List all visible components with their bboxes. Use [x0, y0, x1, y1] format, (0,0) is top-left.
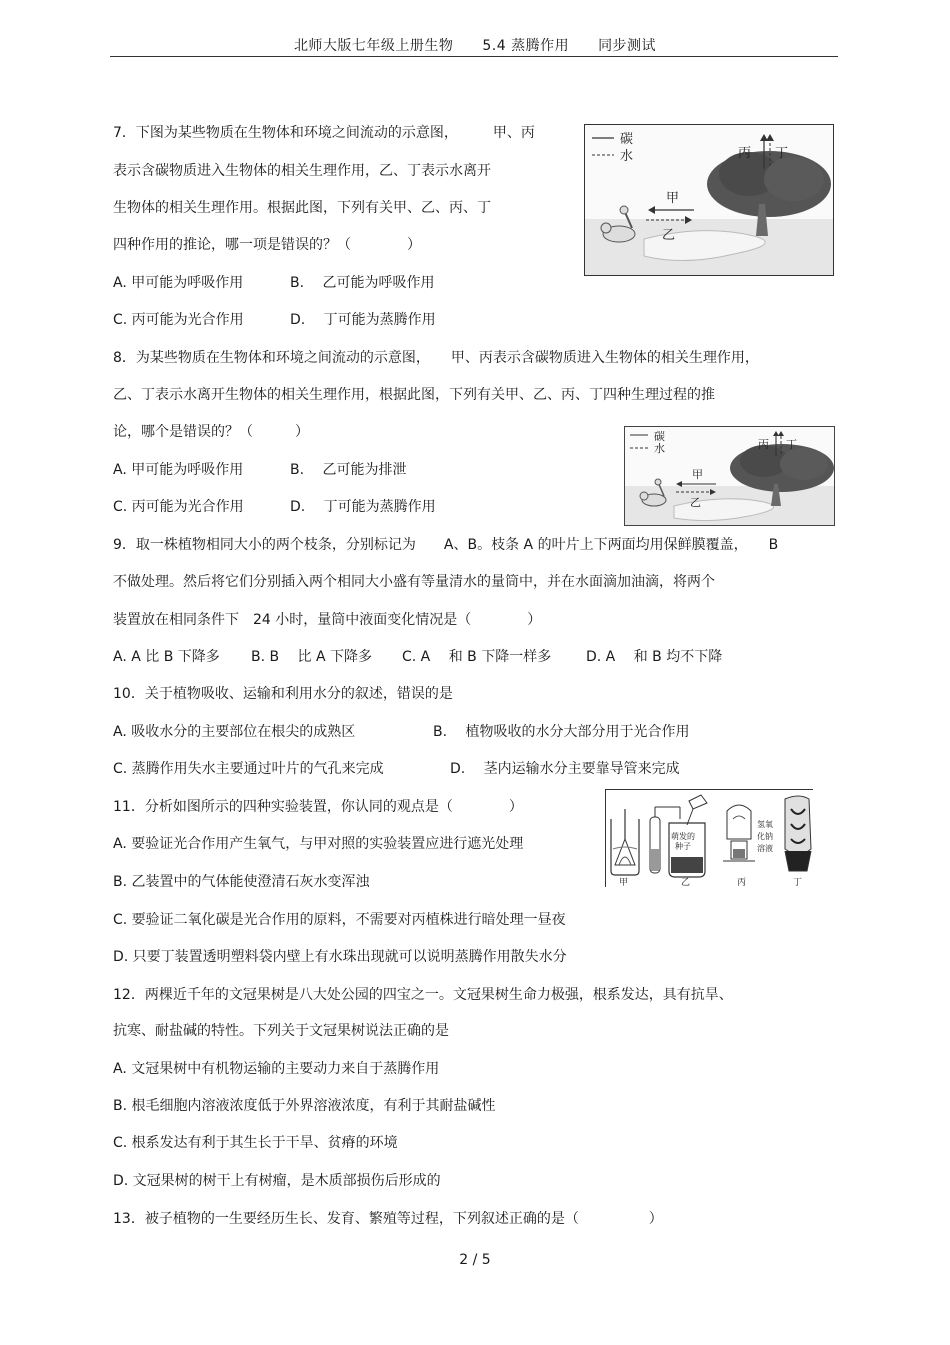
fig1-label-bing: 丙: [738, 146, 752, 161]
q9-line-3: 装置放在相同条件下 24 小时，量筒中液面变化情况是（ ）: [113, 612, 542, 628]
q7-option-a: A. 甲可能为呼吸作用: [113, 275, 244, 291]
fig2-legend-water: 水: [654, 442, 665, 455]
q10-line-1: 10．关于植物吸收、运输和利用水分的叙述，错误的是: [113, 686, 453, 702]
fig2-label-ding: 丁: [786, 438, 797, 451]
header-suffix: 同步测试: [598, 38, 657, 54]
carbon-water-cycle-figure-small: [624, 426, 835, 526]
q8-line-2: 乙、丁表示水离开生物体的相关生理作用，根据此图，下列有关甲、乙、丙、丁四种生理过程的推: [113, 387, 715, 403]
q8-line-3: 论，哪个是错误的？（ ）: [113, 424, 309, 440]
carbon-water-cycle-figure: [584, 124, 834, 276]
q11-option-d: D. 只要丁装置透明塑料袋内壁上有水珠出现就可以说明蒸腾作用散失水分: [113, 949, 567, 965]
q13-line-1: 13．被子植物的一生要经历生长、发育、繁殖等过程，下列叙述正确的是（ ）: [113, 1211, 663, 1227]
experiment-apparatus-figure: [605, 789, 813, 887]
q12-option-a: A. 文冠果树中有机物运输的主要动力来自于蒸腾作用: [113, 1061, 440, 1077]
q12-line-2: 抗寒、耐盐碱的特性。下列关于文冠果树说法正确的是: [113, 1023, 449, 1039]
fig1-legend-carbon: 碳: [620, 132, 634, 147]
q12-option-c: C. 根系发达有利于其生长于干旱、贫瘠的环境: [113, 1135, 398, 1151]
q9-line-1: 9．取一株植物相同大小的两个枝条，分别标记为 A、B。枝条 A 的叶片上下两面均用保鲜膜覆盖， B: [113, 537, 779, 553]
fig1-legend-water: 水: [620, 149, 634, 164]
q10-option-d: D. 茎内运输水分主要靠导管来完成: [450, 761, 680, 777]
q7-line-3: 生物体的相关生理作用。根据此图，下列有关甲、乙、丙、丁: [113, 200, 491, 216]
q9-option-b: B. B 比 A 下降多: [251, 649, 373, 665]
q9-line-2: 不做处理。然后将它们分别插入两个相同大小盛有等量清水的量筒中，并在水面滴加油滴，将两个: [113, 574, 715, 590]
q7-line-2: 表示含碳物质进入生物体的相关生理作用，乙、丁表示水离开: [113, 163, 491, 179]
q12-option-d: D. 文冠果树的树干上有树瘤，是木质部损伤后形成的: [113, 1173, 441, 1189]
fig1-label-yi: 乙: [662, 228, 676, 243]
q7-option-c: C. 丙可能为光合作用: [113, 312, 244, 328]
fig3-naoh-label-1: 氢氧: [757, 820, 773, 829]
fig3-seeds-label-2: 种子: [675, 842, 691, 851]
q7-line-4: 四种作用的推论，哪一项是错误的？（ ）: [113, 237, 421, 253]
fig3-naoh-label-3: 溶液: [757, 844, 773, 853]
q11-option-a: A. 要验证光合作用产生氧气，与甲对照的实验装置应进行遮光处理: [113, 836, 524, 852]
fig1-label-ding: 丁: [775, 146, 789, 161]
q12-line-1: 12．两棵近千年的文冠果树是八大处公园的四宝之一。文冠果树生命力极强，根系发达，具有抗旱、: [113, 987, 733, 1003]
q7-line-1: 7．下图为某些物质在生物体和环境之间流动的示意图， 甲、丙: [113, 125, 535, 141]
fig3-label-yi: 乙: [681, 878, 691, 887]
header-rule: [110, 56, 838, 57]
q9-option-a: A. A 比 B 下降多: [113, 649, 220, 665]
q7-option-b: B. 乙可能为呼吸作用: [290, 275, 435, 291]
q7-option-d: D. 丁可能为蒸腾作用: [290, 312, 436, 328]
q9-option-d: D. A 和 B 均不下降: [586, 649, 723, 665]
q9-option-c: C. A 和 B 下降一样多: [402, 649, 552, 665]
fig2-label-bing: 丙: [758, 438, 769, 451]
q10-option-a: A. 吸收水分的主要部位在根尖的成熟区: [113, 724, 356, 740]
fig3-label-jia: 甲: [619, 878, 629, 887]
fig3-seeds-label-1: 萌发的: [671, 832, 695, 841]
q11-line-1: 11．分析如图所示的四种实验装置，你认同的观点是（ ）: [113, 799, 523, 815]
q8-option-c: C. 丙可能为光合作用: [113, 499, 244, 515]
fig1-label-jia: 甲: [666, 191, 680, 206]
header-title: 北师大版七年级上册生物: [293, 38, 454, 54]
fig3-label-bing: 丙: [737, 878, 747, 887]
page-header: [0, 35, 950, 55]
q8-option-d: D. 丁可能为蒸腾作用: [290, 499, 436, 515]
header-section: 5.4 蒸腾作用: [482, 38, 570, 54]
fig2-label-yi: 乙: [690, 496, 701, 509]
fig2-legend-carbon: 碳: [654, 430, 665, 443]
page-number: 2 / 5: [459, 1252, 491, 1268]
q11-option-c: C. 要验证二氧化碳是光合作用的原料，不需要对丙植株进行暗处理一昼夜: [113, 912, 566, 928]
q10-option-c: C. 蒸腾作用失水主要通过叶片的气孔来完成: [113, 761, 384, 777]
fig2-label-jia: 甲: [692, 468, 703, 481]
q8-line-1: 8．为某些物质在生物体和环境之间流动的示意图， 甲、丙表示含碳物质进入生物体的相关生理作用，: [113, 350, 759, 366]
q11-option-b: B. 乙装置中的气体能使澄清石灰水变浑浊: [113, 874, 370, 890]
fig3-naoh-label-2: 化钠: [757, 832, 773, 841]
q8-option-a: A. 甲可能为呼吸作用: [113, 462, 244, 478]
q12-option-b: B. 根毛细胞内溶液浓度低于外界溶液浓度，有利于其耐盐碱性: [113, 1098, 496, 1114]
q10-option-b: B. 植物吸收的水分大部分用于光合作用: [433, 724, 690, 740]
q8-option-b: B. 乙可能为排泄: [290, 462, 407, 478]
fig3-label-ding: 丁: [793, 878, 803, 887]
